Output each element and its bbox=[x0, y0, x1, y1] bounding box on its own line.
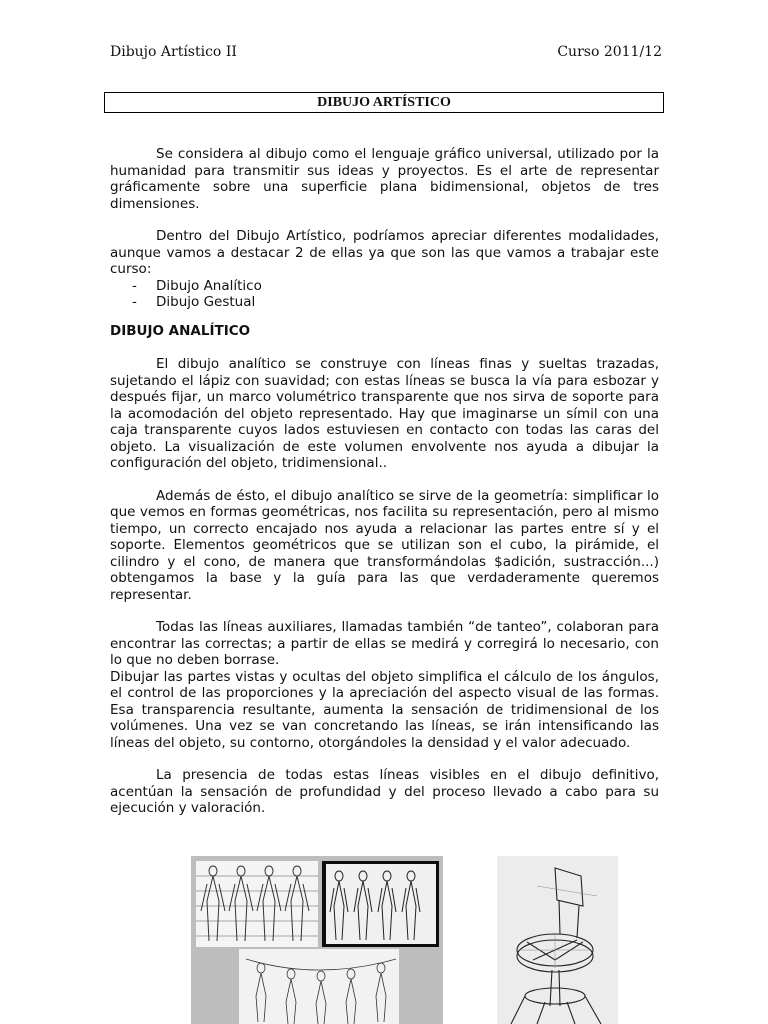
chair-sketch-image bbox=[497, 856, 618, 1024]
section-title: DIBUJO ANALÍTICO bbox=[110, 322, 251, 339]
document-title: DIBUJO ARTÍSTICO bbox=[104, 92, 664, 113]
header-course-title: Dibujo Artístico II bbox=[110, 44, 237, 60]
list-item: - Dibujo Gestual bbox=[110, 294, 659, 311]
body-paragraph: La presencia de todas estas líneas visibles en el dibujo definitivo, acentúan la sensación de profundidad y del proceso llevado a cabo para su ejecución y valoración. bbox=[110, 767, 659, 816]
figure-anatomy-sketches bbox=[191, 856, 443, 1024]
intro-paragraph: Dentro del Dibujo Artístico, podríamos apreciar diferentes modalidades, aunque vamos a destacar 2 de ellas ya que son las que vamos a trabajar este curso: bbox=[110, 228, 659, 277]
document-body bbox=[110, 146, 659, 817]
intro-paragraph: Se considera al dibujo como el lenguaje gráfico universal, utilizado por la humanidad para transmitir sus ideas y proyectos. Es el arte de representar gráficamente sobre una superficie plana bidimensional, objetos de tres dimensiones. bbox=[110, 146, 659, 212]
body-paragraph: Además de ésto, el dibujo analítico se sirve de la geometría: simplificar lo que vemos en formas geométricas, nos facilita su representación, pero al mismo tiempo, un correcto encajado nos ayuda a relacionar las partes entre sí y el soporte. Elementos geométricos que se utilizan son el cubo, la pirámide, el cilindro y el cono, de manera que transformándolas $adición, sustracción...) obtengamos la base y la guía para las que verdaderamente queremos representar. bbox=[110, 487, 659, 603]
anatomy-sketches-image bbox=[191, 856, 443, 1024]
body-paragraph: Todas las líneas auxiliares, llamadas también “de tanteo”, colaboran para encontrar las correctas; a partir de ellas se medirá y corregirá lo necesario, con lo que no deben borrase. bbox=[110, 619, 659, 668]
header-course-year: Curso 2011/12 bbox=[557, 44, 662, 60]
modalities-list bbox=[110, 278, 659, 311]
list-item: - Dibujo Analítico bbox=[110, 278, 659, 295]
body-paragraph: Dibujar las partes vistas y ocultas del objeto simplifica el cálculo de los ángulos, el control de las proporciones y la apreciación del aspecto visual de las formas. Esa transparencia resultante, aumenta la sensación de tridimensional de los volúmenes. Una vez se van concretando las líneas, se irán intensificando las líneas del objeto, su contorno, otorgándoles la densidad y el valor adecuado. bbox=[110, 668, 659, 751]
body-paragraph: El dibujo analítico se construye con líneas finas y sueltas trazadas, sujetando el lápiz con suavidad; con estas líneas se busca la vía para esbozar y después fijar, un marco volumétrico transparente que nos sirva de soporte para la acomodación del objeto representado. Hay que imaginarse un símil con una caja transparente cuyos lados estuviesen en contacto con todas las caras del objeto. La visualización de este volumen envolvente nos ayuda a dibujar la configuración del objeto, tridimensional.. bbox=[110, 356, 659, 471]
figure-chair-sketch bbox=[497, 856, 618, 1024]
